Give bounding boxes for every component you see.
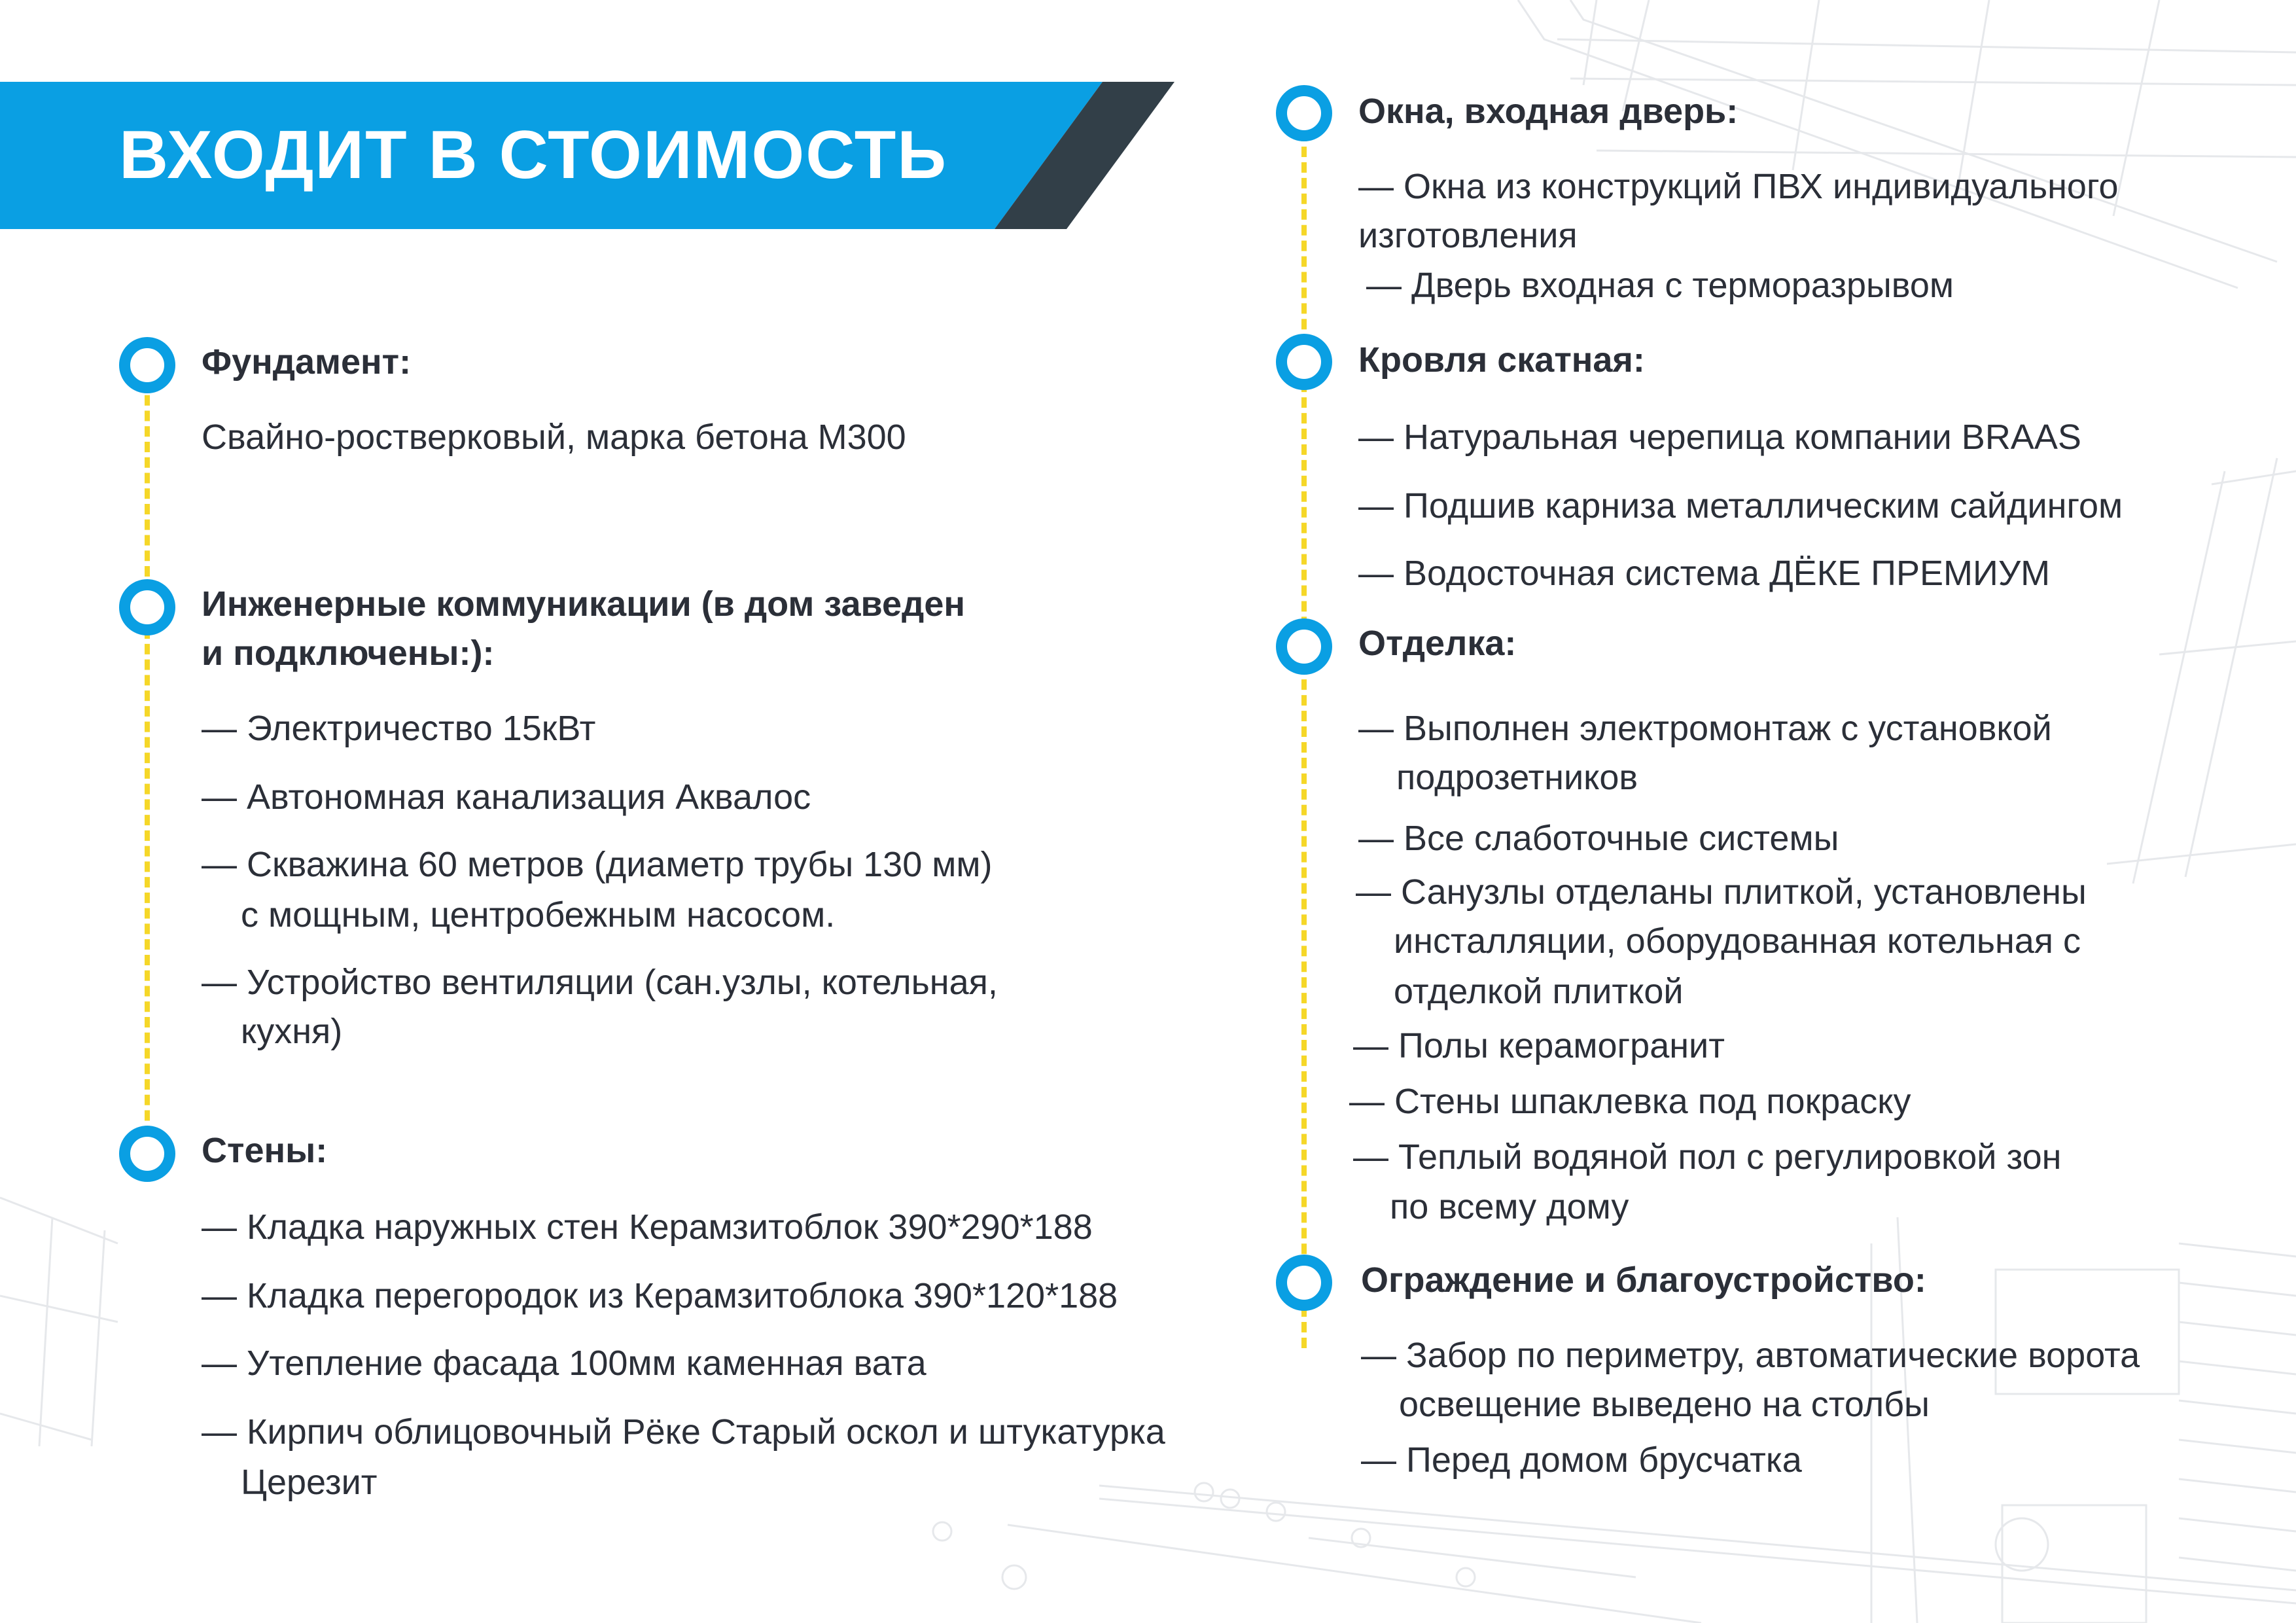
walls-item: Церезит — [241, 1463, 378, 1502]
engineering-heading-line1: Инженерные коммуникации (в дом заведен — [202, 584, 965, 624]
engineering-item: с мощным, центробежным насосом. — [241, 895, 836, 935]
finishing-item: инсталляции, оборудованная котельная с — [1394, 921, 2081, 961]
walls-item: — Утепление фасада 100мм каменная вата — [202, 1344, 927, 1383]
engineering-item: кухня) — [241, 1012, 343, 1051]
roof-heading: Кровля скатная: — [1358, 340, 1645, 380]
roof-item: — Водосточная система ДЁКЕ ПРЕМИУМ — [1358, 554, 2051, 593]
finishing-item: — Стены шпаклевка под покраску — [1349, 1082, 1911, 1121]
finishing-heading: Отделка: — [1358, 624, 1517, 663]
bullet-marker-icon — [119, 337, 175, 393]
roof-item: — Натуральная черепица компании BRAAS — [1358, 418, 2081, 457]
windows-heading: Окна, входная дверь: — [1358, 92, 1739, 131]
bullet-marker-icon — [1276, 1255, 1332, 1311]
engineering-item: — Автономная канализация Аквалос — [202, 777, 811, 817]
engineering-item: — Электричество 15кВт — [202, 709, 596, 748]
finishing-item: — Полы керамогранит — [1353, 1026, 1725, 1065]
bullet-marker-icon — [119, 1126, 175, 1182]
bullet-marker-icon — [1276, 618, 1332, 675]
engineering-item: — Устройство вентиляции (сан.узлы, котельная, — [202, 963, 998, 1002]
finishing-item: по всему дому — [1390, 1187, 1629, 1226]
timeline-left — [145, 380, 150, 1152]
finishing-item: — Санузлы отделаны плиткой, установлены — [1356, 872, 2087, 912]
finishing-item: — Теплый водяной пол с регулировкой зон — [1353, 1137, 2062, 1177]
walls-item: — Кладка перегородок из Керамзитоблока 390*120*188 — [202, 1276, 1118, 1315]
bullet-marker-icon — [1276, 85, 1332, 141]
finishing-item: — Выполнен электромонтаж с установкой — [1358, 709, 2052, 748]
walls-heading: Стены: — [202, 1131, 328, 1170]
roof-item: — Подшив карниза металлическим сайдингом — [1358, 486, 2123, 526]
finishing-item: — Все слаботочные системы — [1358, 819, 1839, 858]
timeline-right — [1301, 131, 1307, 1348]
landscaping-item: — Забор по периметру, автоматические ворота — [1361, 1336, 2140, 1375]
bullet-marker-icon — [119, 579, 175, 635]
finishing-item: отделкой плиткой — [1394, 972, 1684, 1011]
walls-item: — Кирпич облицовочный Рёке Старый оскол и штукатурка — [202, 1412, 1165, 1452]
landscaping-heading: Ограждение и благоустройство: — [1361, 1260, 1926, 1300]
bullet-marker-icon — [1276, 334, 1332, 390]
windows-item: — Дверь входная с терморазрывом — [1366, 266, 1954, 305]
landscaping-item: освещение выведено на столбы — [1399, 1385, 1930, 1424]
foundation-text: Свайно-ростверковый, марка бетона М300 — [202, 418, 906, 457]
page-title: ВХОДИТ В СТОИМОСТЬ — [119, 117, 948, 193]
windows-item: изготовления — [1358, 216, 1578, 255]
landscaping-item: — Перед домом брусчатка — [1361, 1440, 1802, 1480]
walls-item: — Кладка наружных стен Керамзитоблок 390*290*188 — [202, 1207, 1093, 1247]
engineering-item: — Скважина 60 метров (диаметр трубы 130 мм) — [202, 845, 993, 884]
foundation-heading: Фундамент: — [202, 342, 412, 382]
windows-item: — Окна из конструкций ПВХ индивидуального — [1358, 167, 2119, 206]
engineering-heading-line2: и подключены:): — [202, 633, 495, 673]
finishing-item: подрозетников — [1396, 758, 1638, 797]
